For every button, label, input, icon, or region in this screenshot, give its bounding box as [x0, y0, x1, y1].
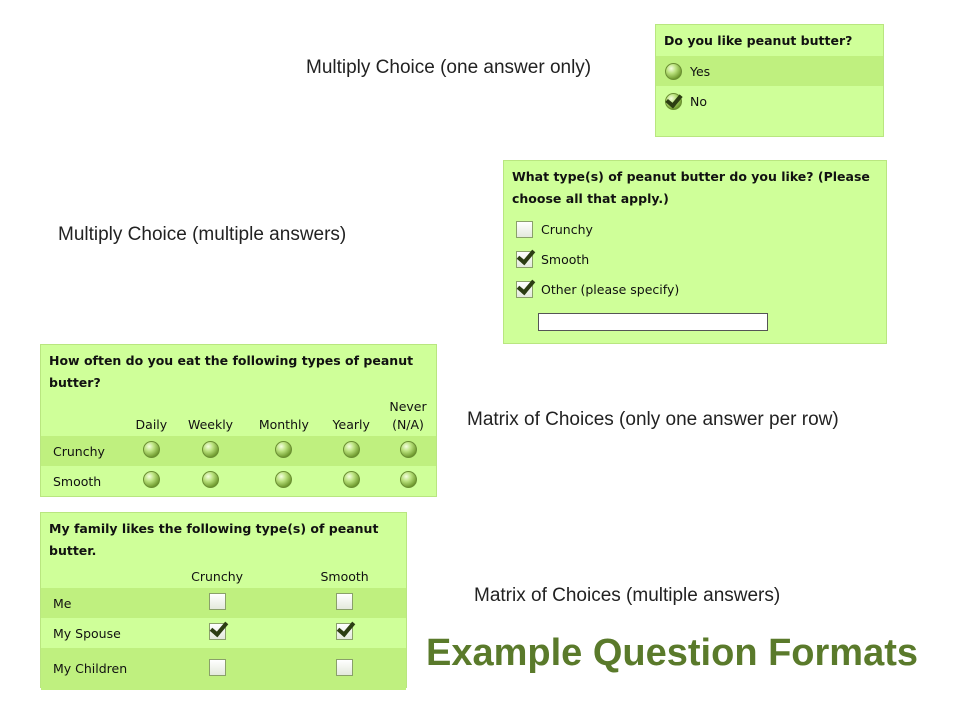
row-label: Me	[41, 588, 151, 618]
radio-button[interactable]	[665, 63, 682, 80]
column-header: Never (N/A)	[389, 399, 427, 432]
option-smooth[interactable]	[504, 244, 886, 274]
row-label: Crunchy	[41, 436, 127, 466]
column-header: Monthly	[258, 417, 309, 432]
column-header: Crunchy	[191, 569, 244, 584]
row-label: Smooth	[53, 473, 102, 489]
matrix-header-row	[41, 398, 436, 436]
question-title: How often do you eat the following types of peanut butter?	[49, 353, 414, 390]
checkbox-checked[interactable]	[516, 281, 533, 298]
question-title: What type(s) of peanut butter do you like? (Please choose all that apply.)	[512, 169, 870, 206]
caption-single-choice: Multiply Choice (one answer only)	[306, 57, 592, 78]
column-header: Daily	[135, 417, 168, 432]
checkbox[interactable]	[209, 659, 226, 676]
option-label: Yes	[690, 63, 711, 79]
matrix-row-me	[41, 588, 406, 618]
row-label: My Children	[41, 648, 151, 690]
checkbox[interactable]	[336, 593, 353, 610]
matrix-row-smooth	[41, 466, 436, 496]
option-other[interactable]	[504, 274, 886, 304]
other-specify-input[interactable]	[538, 313, 768, 331]
checkbox-checked[interactable]	[209, 623, 226, 640]
checkbox[interactable]	[516, 221, 533, 238]
matrix-row-my-spouse	[41, 618, 406, 648]
radio-button[interactable]	[343, 471, 360, 488]
question-panel-matrix-single	[40, 344, 437, 497]
column-header: Weekly	[187, 417, 234, 432]
caption-matrix-multiple: Matrix of Choices (multiple answers)	[474, 585, 781, 606]
option-label: No	[690, 93, 707, 109]
matrix-row-crunchy	[41, 436, 436, 466]
radio-button-selected[interactable]	[665, 93, 682, 110]
radio-button[interactable]	[202, 441, 219, 458]
question-title: Do you like peanut butter?	[664, 33, 853, 48]
matrix-header-row	[41, 566, 406, 588]
question-title: My family likes the following type(s) of peanut butter.	[49, 521, 379, 558]
question-panel-single-choice	[655, 24, 884, 137]
matrix-table	[41, 566, 406, 690]
option-label: Smooth	[541, 251, 590, 267]
option-label: Crunchy	[541, 221, 593, 237]
option-no[interactable]	[656, 86, 883, 116]
radio-button[interactable]	[143, 471, 160, 488]
radio-button[interactable]	[343, 441, 360, 458]
radio-button[interactable]	[143, 441, 160, 458]
row-label: My Spouse	[53, 625, 121, 641]
radio-button[interactable]	[400, 471, 417, 488]
option-yes[interactable]	[656, 56, 883, 86]
checkbox-checked[interactable]	[336, 623, 353, 640]
slide-title: Example Question Formats	[426, 632, 919, 674]
question-panel-multiple-choice	[503, 160, 887, 344]
matrix-table	[41, 398, 436, 496]
caption-matrix-one-per-row: Matrix of Choices (only one answer per row)	[467, 409, 839, 430]
radio-button[interactable]	[202, 471, 219, 488]
question-panel-matrix-multiple	[40, 512, 407, 688]
radio-button[interactable]	[400, 441, 417, 458]
caption-multiple-choice: Multiply Choice (multiple answers)	[58, 224, 347, 245]
column-header: Smooth	[320, 569, 369, 584]
option-crunchy[interactable]	[504, 214, 886, 244]
checkbox[interactable]	[209, 593, 226, 610]
radio-button[interactable]	[275, 441, 292, 458]
checkbox[interactable]	[336, 659, 353, 676]
radio-button[interactable]	[275, 471, 292, 488]
checkbox-checked[interactable]	[516, 251, 533, 268]
column-header: Yearly	[332, 417, 370, 432]
option-label: Other (please specify)	[541, 281, 680, 297]
matrix-row-my-children	[41, 648, 406, 690]
